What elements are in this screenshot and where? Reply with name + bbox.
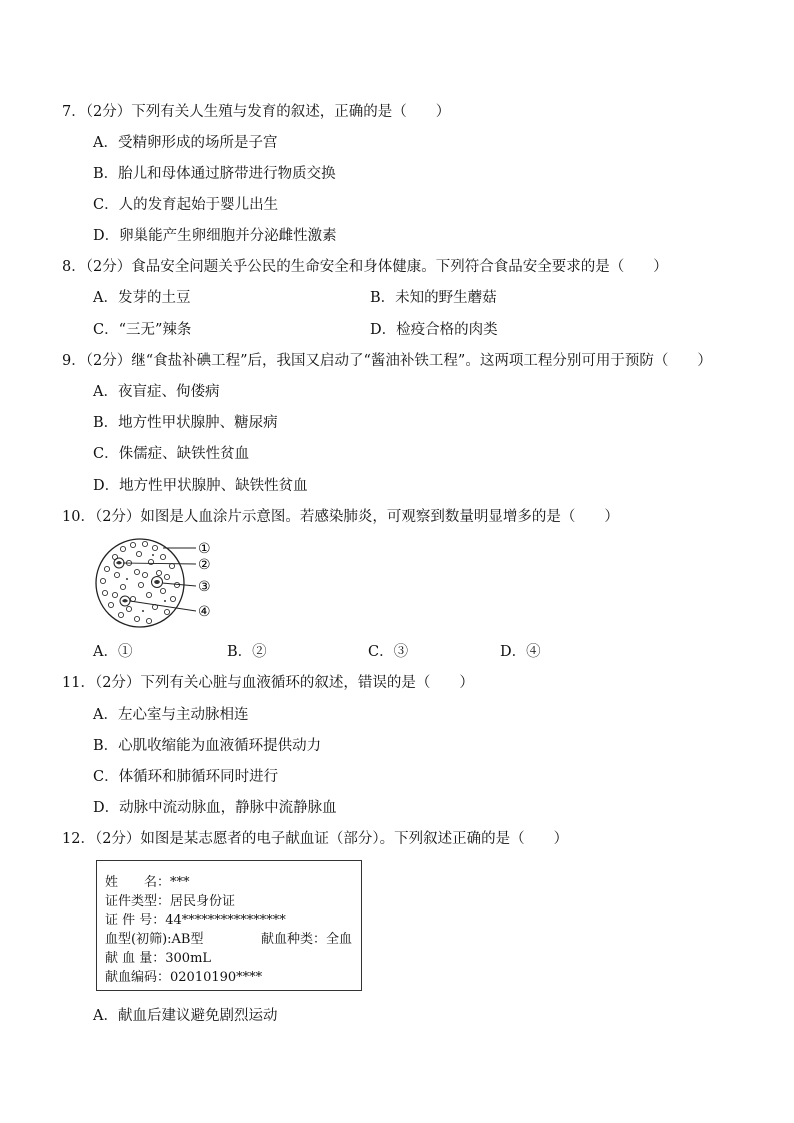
q7-option-a: A．受精卵形成的场所是子宫 bbox=[93, 135, 278, 151]
q11-stem: 11．（2分）下列有关心脏与血液循环的叙述，错误的是（ ） bbox=[62, 675, 474, 691]
red-blood-cells bbox=[100, 541, 179, 623]
q10-option-b: B．② bbox=[227, 644, 267, 660]
q8-stem: 8．（2分）食品安全问题关乎公民的生命安全和身体健康。下列符合食品安全要求的是（ ） bbox=[62, 259, 668, 275]
q8-option-a: A．发芽的土豆 bbox=[93, 290, 191, 306]
q10-stem: 10．（2分）如图是人血涂片示意图。若感染肺炎，可观察到数量明显增多的是（ ） bbox=[62, 509, 619, 525]
q11-option-b: B．心肌收缩能为血液循环提供动力 bbox=[93, 738, 322, 754]
cert-code: 献血编码：02010190**** bbox=[105, 970, 263, 985]
cert-blood-type: 血型(初筛):AB型 bbox=[105, 932, 204, 947]
q9-option-c: C．侏儒症、缺铁性贫血 bbox=[93, 446, 250, 462]
q11-option-c: C．体循环和肺循环同时进行 bbox=[93, 769, 279, 785]
q12-stem: 12．（2分）如图是某志愿者的电子献血证（部分）。下列叙述正确的是（ ） bbox=[62, 831, 569, 847]
q10-option-c: C．③ bbox=[368, 644, 409, 660]
q11-option-d: D．动脉中流动脉血，静脉中流静脉血 bbox=[93, 800, 337, 816]
q7-option-b: B．胎儿和母体通过脐带进行物质交换 bbox=[93, 166, 336, 182]
q8-option-d: D．检疫合格的肉类 bbox=[370, 322, 498, 338]
q10-option-a: A．① bbox=[93, 644, 133, 660]
cert-donation-type: 献血种类：全血 bbox=[261, 932, 353, 947]
white-blood-cells bbox=[114, 558, 163, 606]
q8-option-b: B．未知的野生蘑菇 bbox=[370, 290, 497, 306]
q7-stem: 7．（2分）下列有关人生殖与发育的叙述，正确的是（ ） bbox=[62, 104, 451, 120]
label-1: ① bbox=[198, 541, 211, 557]
q9-option-d: D．地方性甲状腺肿、缺铁性贫血 bbox=[93, 478, 308, 494]
q9-stem: 9．（2分）继“食盐补碘工程”后，我国又启动了“酱油补铁工程”。这两项工程分别可用于预防（ ） bbox=[62, 353, 712, 369]
blood-smear-diagram bbox=[93, 535, 223, 630]
q7-option-c: C．人的发育起始于婴儿出生 bbox=[93, 197, 279, 213]
q10-option-d: D．④ bbox=[500, 644, 541, 660]
cert-name: 姓 名：*** bbox=[105, 875, 190, 890]
label-2: ② bbox=[198, 557, 211, 573]
q12-option-a: A．献血后建议避免剧烈运动 bbox=[93, 1008, 278, 1024]
q8-option-c: C．“三无”辣条 bbox=[93, 322, 192, 338]
cert-id-number: 证 件 号：44**************** bbox=[105, 913, 286, 928]
label-4: ④ bbox=[198, 604, 211, 620]
q11-option-a: A．左心室与主动脉相连 bbox=[93, 707, 249, 723]
label-3: ③ bbox=[198, 579, 211, 595]
q9-option-b: B．地方性甲状腺肿、糖尿病 bbox=[93, 415, 278, 431]
q7-option-d: D．卵巢能产生卵细胞并分泌雌性激素 bbox=[93, 228, 337, 244]
cert-id-type: 证件类型：居民身份证 bbox=[105, 894, 236, 909]
pointer-lines bbox=[123, 548, 196, 611]
cert-volume: 献 血 量：300mL bbox=[105, 951, 212, 966]
blood-donation-certificate bbox=[96, 860, 362, 991]
q9-option-a: A．夜盲症、佝偻病 bbox=[93, 384, 220, 400]
